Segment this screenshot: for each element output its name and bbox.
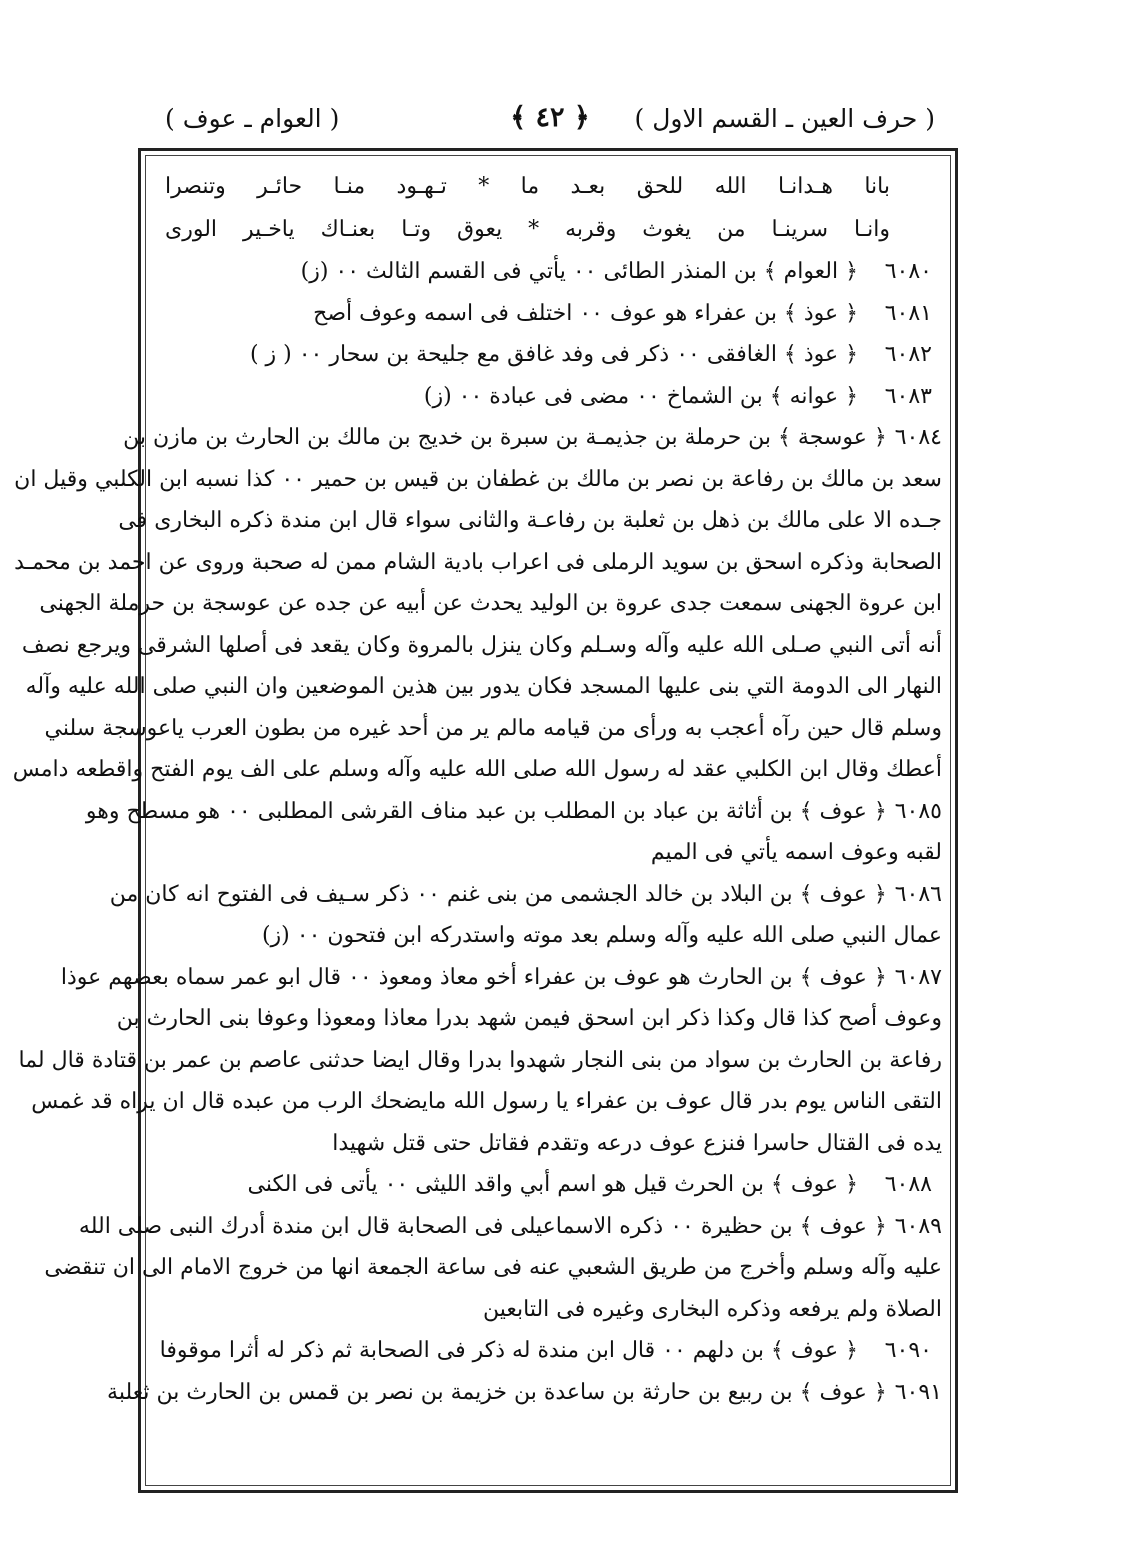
- entry-number: ٦٠٨٢: [884, 342, 932, 367]
- entry-text: ﴿ عوف ﴾ بن ربيع بن حارثة بن ساعدة بن خزيمة بن نصر بن قمس بن الحارث بن ثعلبة: [107, 1379, 887, 1405]
- entry-text: ﴿ عوذ ﴾ الغافقى ٠٠ ذكر فى وفد غافق مع جليحة بن سحار ٠٠ ( ز ): [249, 342, 858, 367]
- entry-number: ٦٠٨٨: [884, 1172, 932, 1197]
- entry-number: ٦٠٨٦: [894, 881, 942, 907]
- entry-continuation: وعوف أصح كذا قال وكذا ذكر ابن اسحق فيمن شهد بدرا معاذا ومعوذا وعوفا بنى الحارث بن: [116, 1006, 942, 1031]
- entry-6087: [60, 957, 950, 999]
- entry-continuation: عمال النبي صلى الله عليه وآله وسلم بعد موته واستدركه ابن فتحون ٠٠ (ز): [261, 923, 942, 948]
- entry-number: ٦٠٨٩: [894, 1213, 942, 1239]
- page-body: [12, 165, 950, 1413]
- entry-continuation: الصحابة وذكره اسحق بن سويد الرملى فى اعراب بادية الشام ممن له صحبة وروى عن احمد بن محمـد: [14, 549, 942, 575]
- entry-number: ٦٠٨٧: [894, 964, 942, 990]
- page-number: ﴿ ٤٢ ﴾: [510, 102, 590, 133]
- entry-6083: [145, 376, 950, 418]
- entry-text: ﴿ عوف ﴾ بن الحرث قيل هو اسم أبي واقد الليثى ٠٠ يأتى فى الكنى: [247, 1172, 858, 1197]
- entry-6082: [145, 334, 950, 376]
- entry-continuation: سعد بن مالك بن رفاعة بن نصر بن مالك بن غطفان بن قيس بن حمير ٠٠ كذا نسبه ابن الكلبي وقيل ان: [14, 466, 942, 492]
- entry-continuation: لقبه وعوف اسمه يأتي فى الميم: [650, 840, 942, 865]
- entry-continuation: جـده الا على مالك بن ذهل بن ثعلبة بن رفاعـة والثانى سواء قال ابن مندة ذكره البخارى فى: [118, 508, 942, 533]
- entry-continuation: يده فى القتال حاسرا فنزع عوف درعه وتقدم فقاتل حتى قتل شهيدا: [332, 1130, 942, 1156]
- entry-number: ٦٠٨٣: [884, 383, 932, 409]
- entry-continuation: وسلم قال حين رآه أعجب به ورأى من قيامه مالم ير من أحد غيره من بطون العرب ياعوسجة سلني: [44, 715, 942, 741]
- entry-text: ﴿ عوف ﴾ بن الحارث هو عوف بن عفراء أخو معاذ ومعوذ ٠٠ قال ابو عمر سماه بعضهم عوذا: [60, 964, 887, 990]
- page-header: [165, 104, 935, 144]
- entry-text: ﴿ عوف ﴾ بن أثاثة بن عباد بن المطلب بن عبد مناف القرشى المطلبى ٠٠ هو مسطح وهو: [85, 798, 887, 824]
- poem: [145, 165, 950, 251]
- entry-number: ٦٠٩١: [894, 1379, 942, 1405]
- entry-text: ﴿ عوذ ﴾ بن عفراء هو عوف ٠٠ اختلف فى اسمه وعوف أصح: [313, 300, 858, 326]
- entry-continuation: الصلاة ولم يرفعه وذكره البخارى وغيره فى التابعين: [483, 1296, 942, 1322]
- entry-6091: [107, 1372, 950, 1414]
- entry-number: ٦٠٨٤: [894, 425, 942, 450]
- entry-6090: [145, 1330, 950, 1372]
- poem-line: بانا هـدانـا الله للحق بعـد ما * تـهـود منـا حائـر وتنصرا: [165, 174, 890, 199]
- entry-continuation: عليه وآله وسلم وأخرج من طريق الشعبي عنه فى ساعة الجمعة انها من خروج الامام الى ان تنقضى: [44, 1255, 942, 1280]
- entry-text: ﴿ عوف ﴾ بن حظيرة ٠٠ ذكره الاسماعيلى فى الصحابة قال ابن مندة أدرك النبى صلى الله: [78, 1213, 887, 1239]
- entry-number: ٦٠٩٠: [884, 1338, 932, 1363]
- entry-number: ٦٠٨٥: [894, 798, 942, 824]
- entry-continuation: ابن عروة الجهنى سمعت جدى عروة بن الوليد يحدث عن أبيه عن جده عن عوسجة بن حرملة الجهنى: [39, 591, 942, 616]
- entry-continuation: التقى الناس يوم بدر قال عوف بن عفراء يا رسول الله مايضحك الرب من عبده قال ان يراه قد غمس: [31, 1089, 942, 1114]
- entry-text: ﴿ عوف ﴾ بن دلهم ٠٠ قال ابن مندة له ذكر فى الصحابة ثم ذكر له أثرا موقوفا: [159, 1338, 858, 1363]
- header-section-title: ( حرف العين ـ القسم الاول ): [634, 104, 935, 133]
- entry-text: ﴿ العوام ﴾ بن المنذر الطائى ٠٠ يأتي فى القسم الثالث ٠٠ (ز): [300, 259, 858, 284]
- entry-6081: [145, 293, 950, 335]
- entry-continuation: أنه أتى النبي صـلى الله عليه وآله وسـلم وكان ينزل بالمروة وكان يقعد فى أصلها الشرقى ويرجع نصف: [21, 632, 942, 658]
- entry-number: ٦٠٨٠: [884, 259, 932, 284]
- entry-6080: [145, 251, 950, 293]
- entry-text: ﴿ عوانه ﴾ بن الشماخ ٠٠ مضى فى عبادة ٠٠ (ز): [423, 383, 858, 409]
- poem-line: وانـا سرينـا من يغوث وقربه * يعوق وتـا بعنـاك ياخـير الورى: [165, 217, 890, 242]
- entry-6088: [145, 1164, 950, 1206]
- entry-continuation: النهار الى الدومة التي بنى عليها المسجد فكان يدور بين هذين الموضعين وان النبي صلى الله عليه وآله: [25, 674, 942, 699]
- entry-continuation: أعطك وقال ابن الكلبي عقد له رسول الله صلى الله عليه وآله وسلم على الف يوم الفتح واقطعه دامس: [12, 757, 942, 782]
- entry-text: ﴿ عوسجة ﴾ بن حرملة بن جذيمـة بن سبرة بن خديج بن مالك بن الحارث بن مازن بن: [123, 425, 887, 450]
- entry-text: ﴿ عوف ﴾ بن البلاد بن خالد الجشمى من بنى غنم ٠٠ ذكر سـيف فى الفتوح انه كان من: [109, 881, 887, 907]
- entry-6084: [123, 417, 950, 459]
- entry-6089: [78, 1206, 950, 1248]
- entry-6086: [109, 874, 950, 916]
- header-entry-range: ( العوام ـ عوف ): [165, 104, 340, 133]
- entry-continuation: رفاعة بن الحارث بن سواد من بنى النجار شهدوا بدرا وقال ايضا حدثنى عاصم بن عمر بن قتادة قال لما: [18, 1047, 942, 1073]
- entry-number: ٦٠٨١: [884, 300, 932, 326]
- entry-6085: [85, 791, 950, 833]
